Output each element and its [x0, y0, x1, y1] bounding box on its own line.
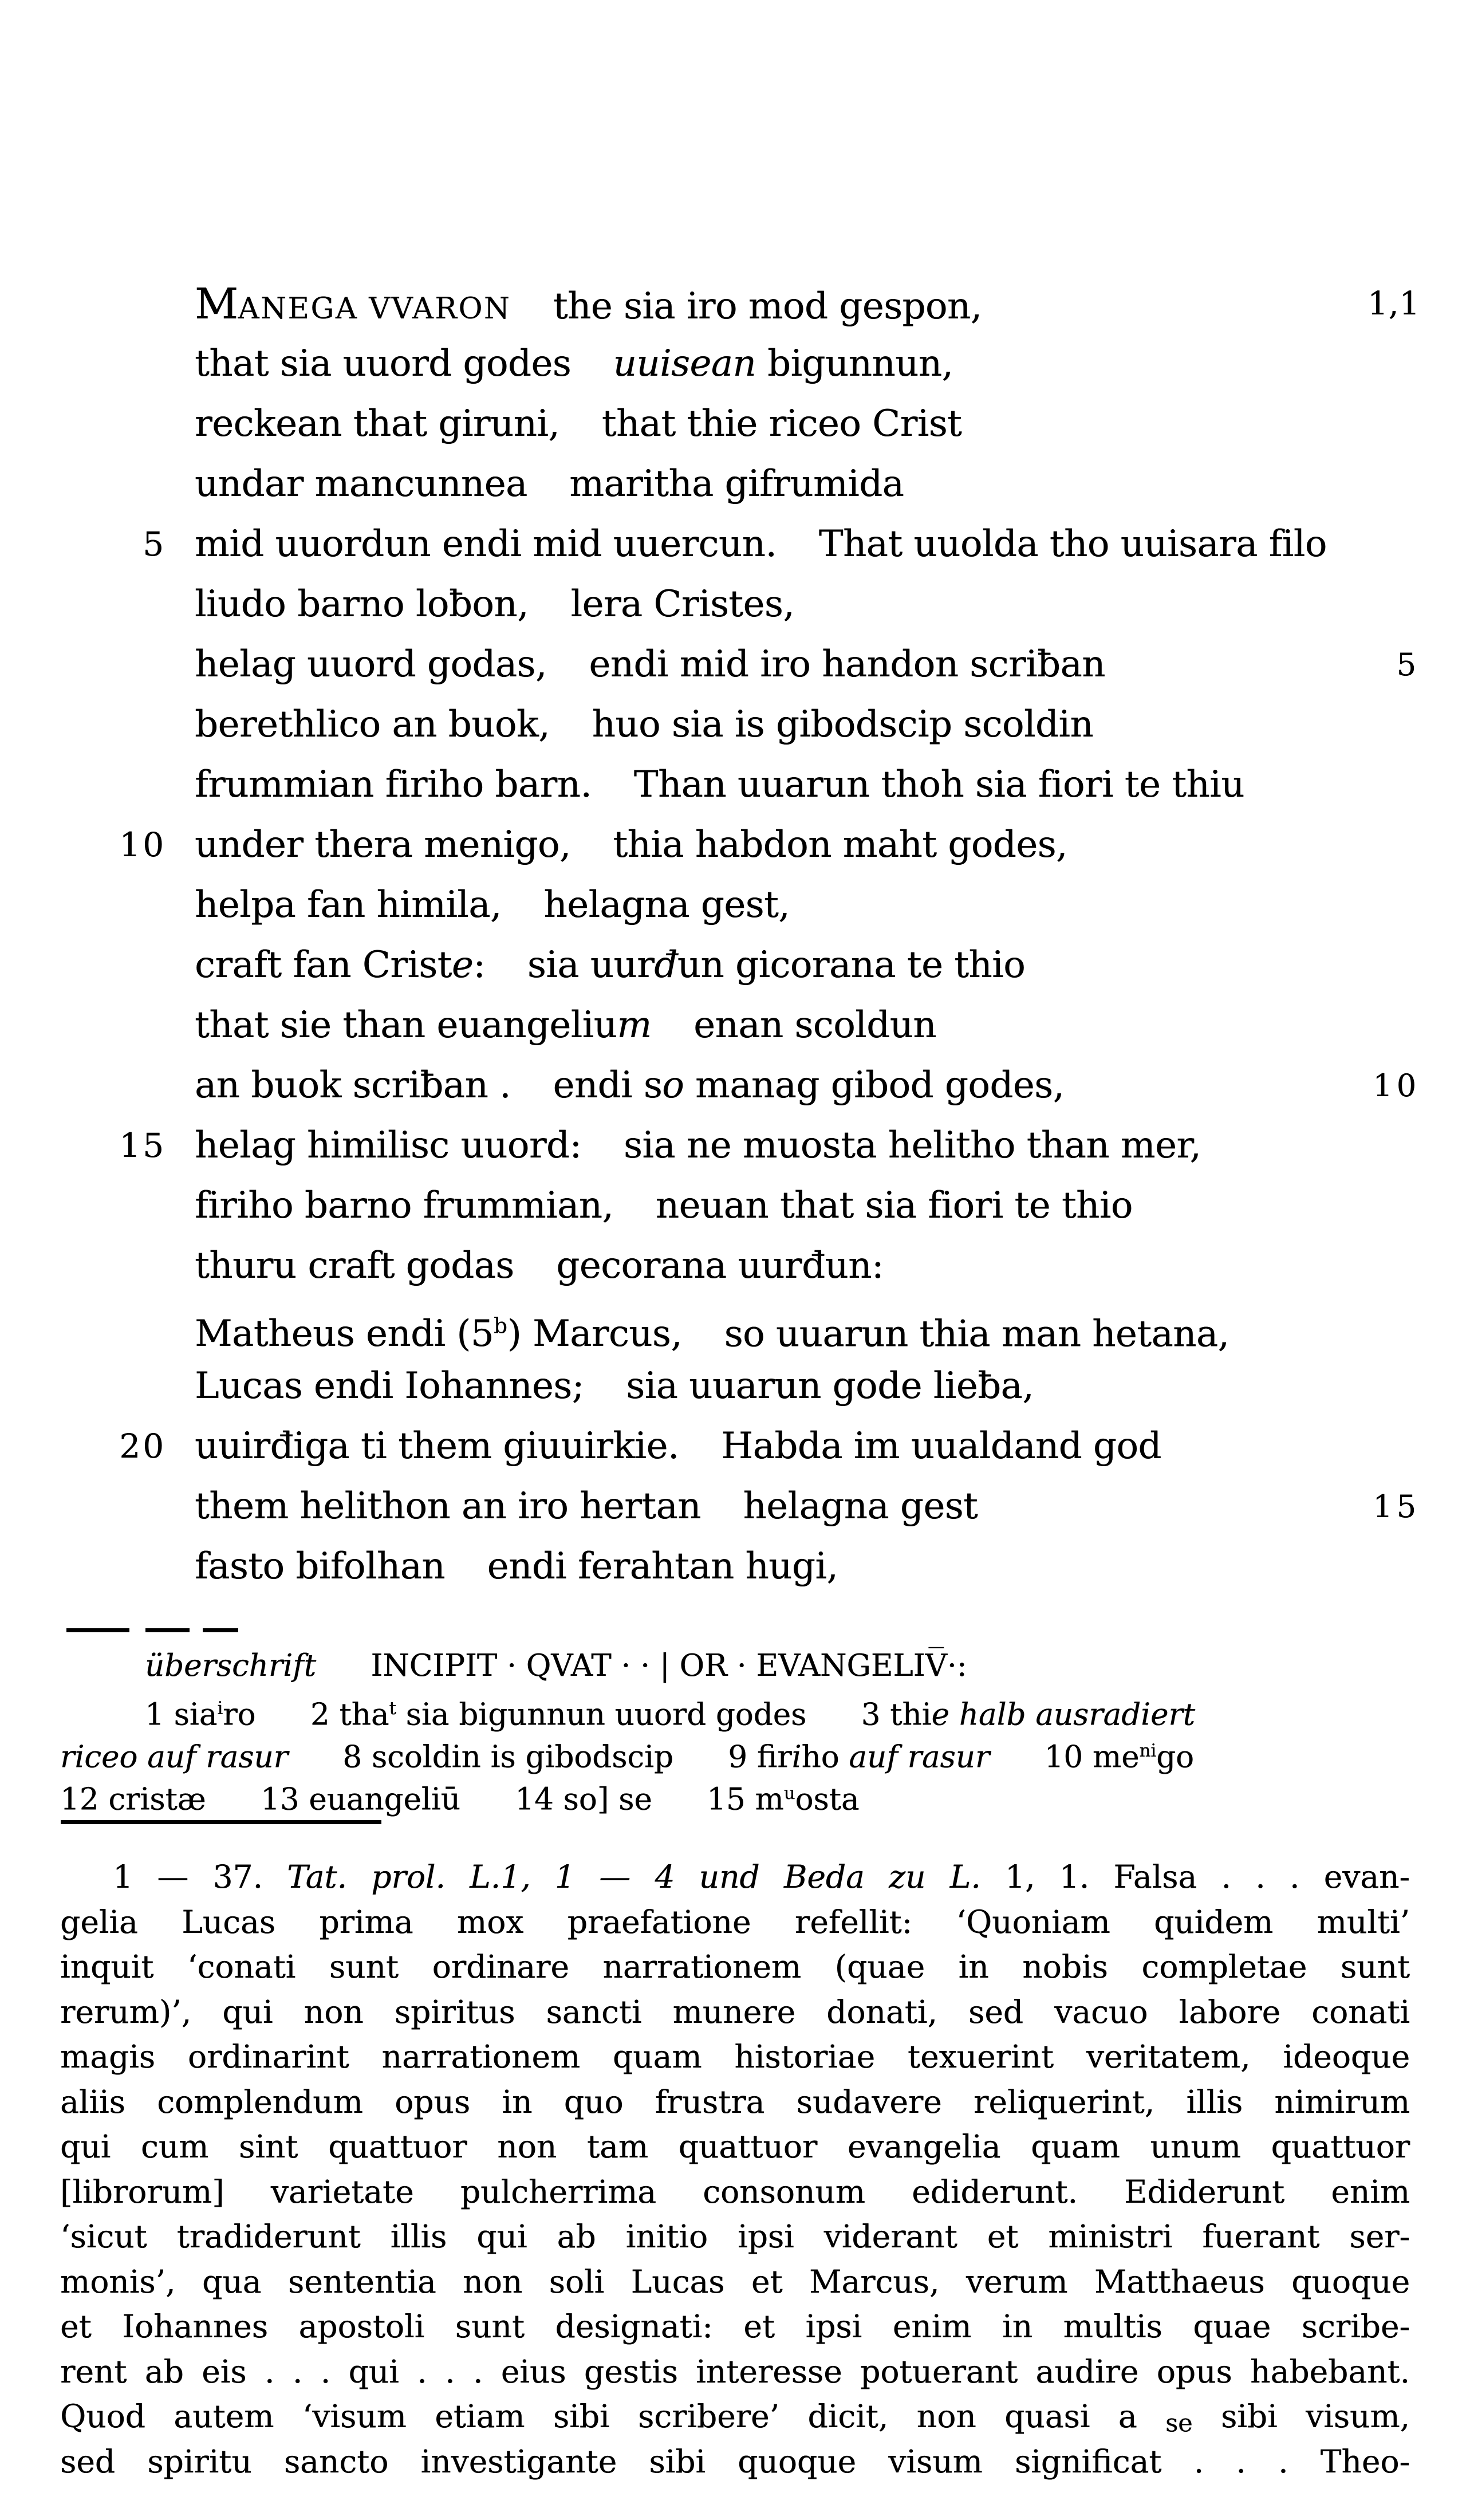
verse-text	[195, 514, 1327, 574]
text-run: ni	[1139, 1741, 1157, 1761]
poem-line	[0, 1537, 1466, 1597]
verse-left-half	[195, 1064, 511, 1107]
text-run: 13 euangeliū	[260, 1782, 460, 1817]
verse-text	[195, 274, 982, 339]
verse-left-half	[195, 463, 527, 505]
text-run: huo sia is gibodscip scoldin	[592, 703, 1094, 746]
text-run: sia uur	[527, 944, 655, 986]
verse-right-half	[819, 523, 1327, 565]
separator-dashes	[66, 1628, 238, 1632]
text-run: ro	[223, 1697, 256, 1732]
poem-line	[0, 334, 1466, 394]
verse-left-half	[195, 342, 571, 385]
text-run: 12 cristæ	[60, 1782, 206, 1817]
text-run: rerum)’, qui non spiritus sancti munere donati, sed vacuo labore conati	[60, 1993, 1410, 2030]
verse-number-left: 15	[119, 1126, 166, 1165]
text-run: sed spiritu sancto investigante sibi quoque visum significat . . . Theo-	[60, 2443, 1410, 2480]
text-run: qui cum sint quattuor non tam quattuor evangelia quam unum quattuor	[60, 2128, 1410, 2165]
commentary-section	[60, 1854, 1410, 2484]
commentary-line	[60, 2349, 1410, 2395]
verse-right-half	[721, 1425, 1161, 1467]
text-run: :	[473, 944, 486, 986]
poem-line	[0, 695, 1466, 755]
verse-left-half	[195, 279, 511, 329]
text-run: 15 m	[707, 1782, 784, 1817]
verse-text	[195, 1296, 1229, 1364]
text-run: them helithon an iro hertan	[195, 1485, 701, 1527]
apparatus-line	[60, 1772, 1410, 1817]
text-run: helag himilisc uuord:	[195, 1124, 582, 1167]
verse-left-half	[195, 1485, 701, 1527]
text-run: .	[488, 1064, 511, 1107]
text-run: INCIPIT · QVAT · · | OR · EVANGELIV̅·:	[371, 1648, 967, 1683]
verse-left-half	[195, 1184, 613, 1227]
verse-right-half	[570, 583, 794, 625]
verse-right-half	[656, 1184, 1133, 1227]
text-run: rent ab eis . . . qui . . . eius gestis interesse potuerant audire opus habebant.	[60, 2353, 1410, 2390]
text-run: an buok scriƀan	[195, 1064, 488, 1107]
verse-left-half	[195, 1004, 652, 1046]
text-run: b	[493, 1314, 507, 1338]
verse-text	[195, 995, 936, 1056]
text-run: m	[617, 1004, 652, 1046]
verse-left-half	[195, 403, 559, 445]
text-run: gelia Lucas prima mox praefatione refellit: ‘Quoniam quidem multi’	[60, 1903, 1410, 1940]
divider-rule	[61, 1820, 381, 1824]
verse-left-half	[195, 1425, 679, 1467]
verse-text	[195, 1356, 1034, 1416]
commentary-line	[60, 2439, 1410, 2484]
text-run: go	[1156, 1739, 1194, 1775]
poem-line	[0, 1416, 1466, 1476]
text-run: ANEGA VVARON	[238, 292, 511, 326]
text-run: un gicorana te thio	[677, 944, 1026, 986]
apparatus-line	[60, 1645, 1410, 1687]
poem-line	[0, 1176, 1466, 1236]
text-run: That uuolda tho uuisara filo	[818, 523, 1327, 565]
verse-text	[195, 1476, 978, 1537]
text-run: endi mid iro handon scriƀan	[589, 643, 1105, 686]
verse-right-half	[487, 1545, 838, 1588]
verse-right-half	[556, 1245, 884, 1287]
margin-ref: 1,1	[1367, 285, 1420, 322]
poem-line	[0, 995, 1466, 1056]
text-run: ) Marcus,	[507, 1313, 683, 1356]
text-run: M	[195, 279, 238, 329]
text-run: helagna gest,	[543, 884, 790, 926]
verse-left-half	[195, 1365, 584, 1407]
text-run: magis ordinarint narrationem quam historiae texuerint veritatem, ideoque	[60, 2038, 1410, 2075]
verse-right-half	[626, 1365, 1034, 1407]
verse-number-left: 5	[143, 525, 166, 564]
verse-left-half	[195, 884, 502, 926]
text-run: et Iohannes apostoli sunt designati: et ipsi enim in multis quae scribe-	[60, 2308, 1410, 2345]
verse-text	[195, 1236, 884, 1296]
verse-right-half	[743, 1485, 978, 1527]
text-run: helagna gest	[743, 1485, 978, 1527]
verse-right-half	[553, 1064, 1064, 1107]
text-run: Tat. prol. L.	[287, 1858, 501, 1895]
verse-right-half	[634, 763, 1244, 806]
poem-line	[0, 1116, 1466, 1176]
text-run: endi s	[553, 1064, 663, 1107]
text-run: neuan that sia fiori te thio	[655, 1184, 1133, 1227]
text-run: maritha gifrumida	[569, 463, 904, 505]
verse-left-half	[195, 643, 547, 686]
verse-text	[195, 1537, 838, 1597]
verse-text	[195, 755, 1244, 815]
verse-right-half	[589, 643, 1105, 686]
verse-number-left: 10	[119, 825, 166, 864]
text-run: reckean that giruni,	[195, 403, 560, 445]
verse-right-half	[553, 285, 982, 328]
text-run: 1, 1. Falsa . . . evan-	[980, 1858, 1410, 1895]
text-run: uuirđiga ti them giuuirkie.	[195, 1425, 679, 1467]
text-run: halb ausradiert	[959, 1697, 1195, 1732]
verse-left-half	[195, 1545, 445, 1588]
text-run: 14 so] se	[515, 1782, 652, 1817]
verse-right-half	[613, 824, 1067, 866]
verse-left-half	[195, 1124, 581, 1167]
text-run: thia habdon maht godes,	[613, 824, 1067, 866]
text-run: đ	[654, 944, 677, 986]
text-run: i	[791, 1739, 802, 1775]
text-run: manag gibod godes,	[684, 1064, 1065, 1107]
text-run: helpa fan himila,	[195, 884, 502, 926]
text-run: 2 tha	[310, 1697, 389, 1732]
text-run: monis’, qua sententia non soli Lucas et Marcus, verum Matthaeus quoque	[60, 2263, 1410, 2300]
poem-line	[0, 514, 1466, 574]
text-run: mid uuordun endi mid uuercun.	[195, 523, 777, 565]
text-run: se	[1165, 2409, 1193, 2438]
text-run: berethlico an buok,	[195, 703, 550, 746]
text-run: überschrift	[145, 1648, 316, 1683]
verse-text	[195, 875, 790, 935]
poem-line	[0, 1236, 1466, 1296]
text-run: Matheus endi (5	[195, 1313, 494, 1356]
verse-right-half	[602, 403, 962, 445]
margin-ref: 10	[1373, 1068, 1420, 1104]
text-run: [librorum] varietate pulcherrima consonum ediderunt. Ediderunt enim	[60, 2173, 1410, 2210]
text-run: e	[451, 944, 474, 986]
text-run	[949, 1698, 959, 1732]
text-run: und Beda zu L.	[699, 1858, 981, 1895]
text-run: i	[217, 1698, 223, 1719]
text-run: Than uuarun thoh sia fiori te thiu	[633, 763, 1244, 806]
verse-right-half	[569, 463, 904, 505]
poem-line	[0, 1356, 1466, 1416]
verse-left-half	[195, 824, 571, 866]
text-run: osta	[795, 1782, 860, 1817]
margin-ref: 5	[1396, 647, 1420, 683]
commentary-line	[60, 2034, 1410, 2080]
commentary-line	[60, 1990, 1410, 2035]
text-run: enan scoldun	[693, 1004, 936, 1046]
text-run: sia uuarun gode lieƀa,	[626, 1365, 1034, 1407]
text-run: lera Cristes,	[570, 583, 795, 625]
commentary-line	[60, 2080, 1410, 2125]
text-run: gecorana uurđun:	[556, 1245, 884, 1287]
commentary-line	[60, 2169, 1410, 2215]
text-run: Quod autem ‘visum etiam sibi scribere’ dicit, non quasi a	[60, 2398, 1166, 2435]
commentary-line	[60, 2304, 1410, 2349]
verse-text	[195, 695, 1093, 755]
poem-section	[0, 274, 1466, 1597]
verse-text	[195, 1116, 1201, 1176]
text-run: the sia iro mod gespon,	[553, 285, 982, 328]
apparatus-section	[60, 1645, 1410, 1817]
text-run: 3 thi	[861, 1697, 932, 1732]
text-run: 1 — 37.	[113, 1858, 287, 1895]
text-run: firiho barno frummian,	[195, 1184, 614, 1227]
verse-right-half	[613, 342, 953, 385]
text-run: u	[783, 1783, 795, 1804]
text-run: 10 me	[1044, 1739, 1140, 1775]
text-run: thuru craft godas	[195, 1245, 514, 1287]
text-run: ‘sicut tradiderunt illis qui ab initio ipsi viderant et ministri fuerant ser-	[60, 2218, 1410, 2255]
text-run: bigunnun,	[756, 342, 953, 385]
verse-text	[195, 1176, 1133, 1236]
text-run: ho	[801, 1739, 849, 1775]
verse-text	[195, 574, 794, 635]
commentary-line	[60, 1944, 1410, 1990]
verse-left-half	[195, 523, 777, 565]
commentary-line	[60, 1900, 1410, 1945]
verse-right-half	[693, 1004, 936, 1046]
verse-left-half	[195, 944, 485, 986]
verse-number-left: 20	[119, 1427, 166, 1466]
text-run: o	[662, 1064, 684, 1107]
poem-line	[0, 935, 1466, 995]
text-run: aliis complendum opus in quo frustra sudavere reliquerint, illis nimirum	[60, 2083, 1410, 2120]
poem-line	[0, 1476, 1466, 1537]
poem-line	[0, 1056, 1466, 1116]
text-run: under thera menigo,	[195, 824, 571, 866]
verse-text	[195, 935, 1025, 995]
poem-line	[0, 574, 1466, 635]
verse-left-half	[195, 703, 550, 746]
commentary-line	[60, 2259, 1410, 2305]
text-run: that thie riceo Crist	[601, 403, 962, 445]
apparatus-line	[60, 1730, 1410, 1775]
text-run: undar mancunnea	[195, 463, 527, 505]
poem-line	[0, 875, 1466, 935]
text-run: sia bigunnun uuord godes	[396, 1697, 807, 1732]
verse-text	[195, 1416, 1161, 1476]
text-run: Lucas endi Iohannes;	[195, 1365, 584, 1407]
text-run: that sia uuord godes	[195, 342, 572, 385]
apparatus-line	[60, 1687, 1410, 1730]
text-run: frummian firiho barn.	[195, 763, 592, 806]
verse-text	[195, 815, 1067, 875]
poem-line	[0, 454, 1466, 514]
text-run: fasto bifolhan	[195, 1545, 445, 1588]
text-run: sibi visum,	[1192, 2398, 1410, 2435]
text-run: riceo auf rasur	[60, 1739, 288, 1775]
margin-ref: 15	[1373, 1489, 1420, 1525]
commentary-line	[60, 2124, 1410, 2169]
text-run: uuisean	[613, 342, 756, 385]
commentary-line	[60, 2214, 1410, 2259]
text-run: craft fan Crist	[195, 944, 452, 986]
text-run: 1 sia	[145, 1697, 218, 1732]
verse-text	[195, 334, 953, 394]
text-run: 9 fir	[728, 1739, 792, 1775]
verse-left-half	[195, 1245, 514, 1287]
text-run: so uuarun thia man hetana,	[724, 1313, 1229, 1356]
text-run: 8 scoldin is gibodscip	[342, 1739, 673, 1775]
text-run: helag uuord godas,	[195, 643, 547, 686]
verse-text	[195, 394, 961, 454]
commentary-line	[60, 2394, 1410, 2439]
verse-right-half	[592, 703, 1094, 746]
verse-text	[195, 454, 904, 514]
verse-text	[195, 1056, 1064, 1116]
verse-left-half	[195, 583, 529, 625]
verse-right-half	[624, 1124, 1201, 1167]
verse-right-half	[527, 944, 1025, 986]
verse-text	[195, 635, 1105, 695]
poem-line	[0, 274, 1466, 334]
text-run: 1, 1 — 4	[501, 1858, 699, 1895]
commentary-line	[60, 1854, 1410, 1900]
verse-right-half	[543, 884, 790, 926]
poem-line	[0, 635, 1466, 695]
text-run: e	[931, 1697, 949, 1732]
poem-line	[0, 755, 1466, 815]
poem-line	[0, 394, 1466, 454]
text-run: liudo barno loƀon,	[195, 583, 529, 625]
text-run: t	[389, 1698, 396, 1719]
text-run: inquit ‘conati sunt ordinare narrationem (quae in nobis completae sunt	[60, 1948, 1410, 1985]
text-run: auf rasur	[849, 1739, 990, 1775]
text-run: sia ne muosta helitho than mer,	[624, 1124, 1201, 1167]
text-run: endi ferahtan hugi,	[487, 1545, 838, 1588]
poem-line	[0, 815, 1466, 875]
verse-left-half	[195, 1313, 682, 1355]
text-run: Habda im uualdand god	[721, 1425, 1161, 1467]
poem-line	[0, 1296, 1466, 1356]
verse-right-half	[724, 1313, 1229, 1355]
verse-left-half	[195, 763, 592, 806]
text-run: that sie than euangeliu	[195, 1004, 617, 1046]
